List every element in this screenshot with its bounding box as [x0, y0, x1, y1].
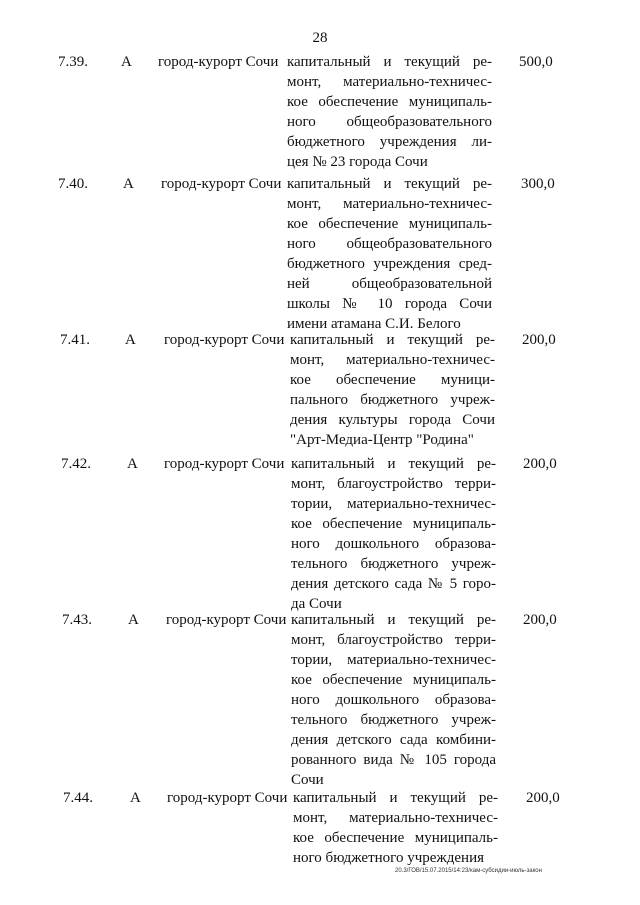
row-municipality: город-курорт Сочи: [161, 176, 282, 192]
description-line: Сочи: [291, 772, 324, 788]
description-line: дения детского сада комбини-: [291, 732, 496, 748]
description-line: имени атамана С.И. Белого: [287, 316, 461, 332]
description-line: тельного бюджетного учреж-: [291, 712, 496, 728]
description-line: монт, благоустройство терри-: [291, 476, 496, 492]
description-line: "Арт-Медиа-Центр "Родина": [290, 432, 474, 448]
row-number: 7.41.: [60, 332, 90, 348]
description-line: кое обеспечение муници-: [290, 372, 495, 388]
description-line: школы № 10 города Сочи: [287, 296, 492, 312]
description-line: монт, материально-техничес-: [287, 74, 492, 90]
description-line: монт, материально-техничес-: [290, 352, 495, 368]
description-line: монт, материально-техничес-: [293, 810, 498, 826]
description-line: да Сочи: [291, 596, 342, 612]
description-line: ного общеобразовательного: [287, 236, 492, 252]
row-amount: 200,0: [523, 456, 557, 472]
description-line: капитальный и текущий ре-: [291, 612, 496, 628]
description-line: монт, благоустройство терри-: [291, 632, 496, 648]
row-description: [287, 174, 492, 334]
description-line: дения культуры города Сочи: [290, 412, 495, 428]
description-line: цея № 23 города Сочи: [287, 154, 428, 170]
description-line: капитальный и текущий ре-: [293, 790, 498, 806]
description-line: кое обеспечение муниципаль-: [291, 516, 496, 532]
description-line: тории, материально-техничес-: [291, 496, 496, 512]
row-municipality: город-курорт Сочи: [167, 790, 288, 806]
description-line: капитальный и текущий ре-: [290, 332, 495, 348]
description-line: ного дошкольного образова-: [291, 692, 496, 708]
description-line: рованного вида № 105 города: [291, 752, 496, 768]
description-line: кое обеспечение муниципаль-: [291, 672, 496, 688]
row-municipality: город-курорт Сочи: [164, 456, 285, 472]
description-line: пального бюджетного учреж-: [290, 392, 495, 408]
row-municipality: город-курорт Сочи: [158, 54, 279, 70]
description-line: кое обеспечение муниципаль-: [287, 216, 492, 232]
description-line: капитальный и текущий ре-: [287, 54, 492, 70]
description-line: дения детского сада № 5 горо-: [291, 576, 496, 592]
description-line: кое обеспечение муниципаль-: [287, 94, 492, 110]
row-category: А: [121, 54, 132, 70]
description-line: бюджетного учреждения ли-: [287, 134, 492, 150]
row-amount: 200,0: [526, 790, 560, 806]
row-description: [293, 788, 498, 868]
row-description: [290, 330, 495, 450]
row-amount: 200,0: [522, 332, 556, 348]
description-line: ного бюджетного учреждения: [293, 850, 485, 866]
row-municipality: город-курорт Сочи: [166, 612, 287, 628]
row-number: 7.44.: [63, 790, 93, 806]
description-line: ней общеобразовательной: [287, 276, 492, 292]
row-number: 7.42.: [61, 456, 91, 472]
row-category: А: [128, 612, 139, 628]
row-category: А: [123, 176, 134, 192]
row-amount: 300,0: [521, 176, 555, 192]
row-category: А: [127, 456, 138, 472]
row-number: 7.40.: [58, 176, 88, 192]
row-number: 7.39.: [58, 54, 88, 70]
description-line: кое обеспечение муниципаль-: [293, 830, 498, 846]
row-amount: 500,0: [519, 54, 553, 70]
description-line: тельного бюджетного учреж-: [291, 556, 496, 572]
description-line: ного дошкольного образова-: [291, 536, 496, 552]
description-line: капитальный и текущий ре-: [291, 456, 496, 472]
row-amount: 200,0: [523, 612, 557, 628]
description-line: капитальный и текущий ре-: [287, 176, 492, 192]
description-line: монт, материально-техничес-: [287, 196, 492, 212]
row-category: А: [125, 332, 136, 348]
row-municipality: город-курорт Сочи: [164, 332, 285, 348]
footer-document-code: 20.3/ГОВ/15.07.2015/14:23/кам-субсидии-июль-закон: [395, 868, 542, 874]
row-description: [287, 52, 492, 172]
row-number: 7.43.: [62, 612, 92, 628]
row-category: А: [130, 790, 141, 806]
description-line: тории, материально-техничес-: [291, 652, 496, 668]
description-line: ного общеобразовательного: [287, 114, 492, 130]
description-line: бюджетного учреждения сред-: [287, 256, 492, 272]
row-description: [291, 610, 496, 790]
page-number: 28: [312, 30, 328, 46]
row-description: [291, 454, 496, 614]
